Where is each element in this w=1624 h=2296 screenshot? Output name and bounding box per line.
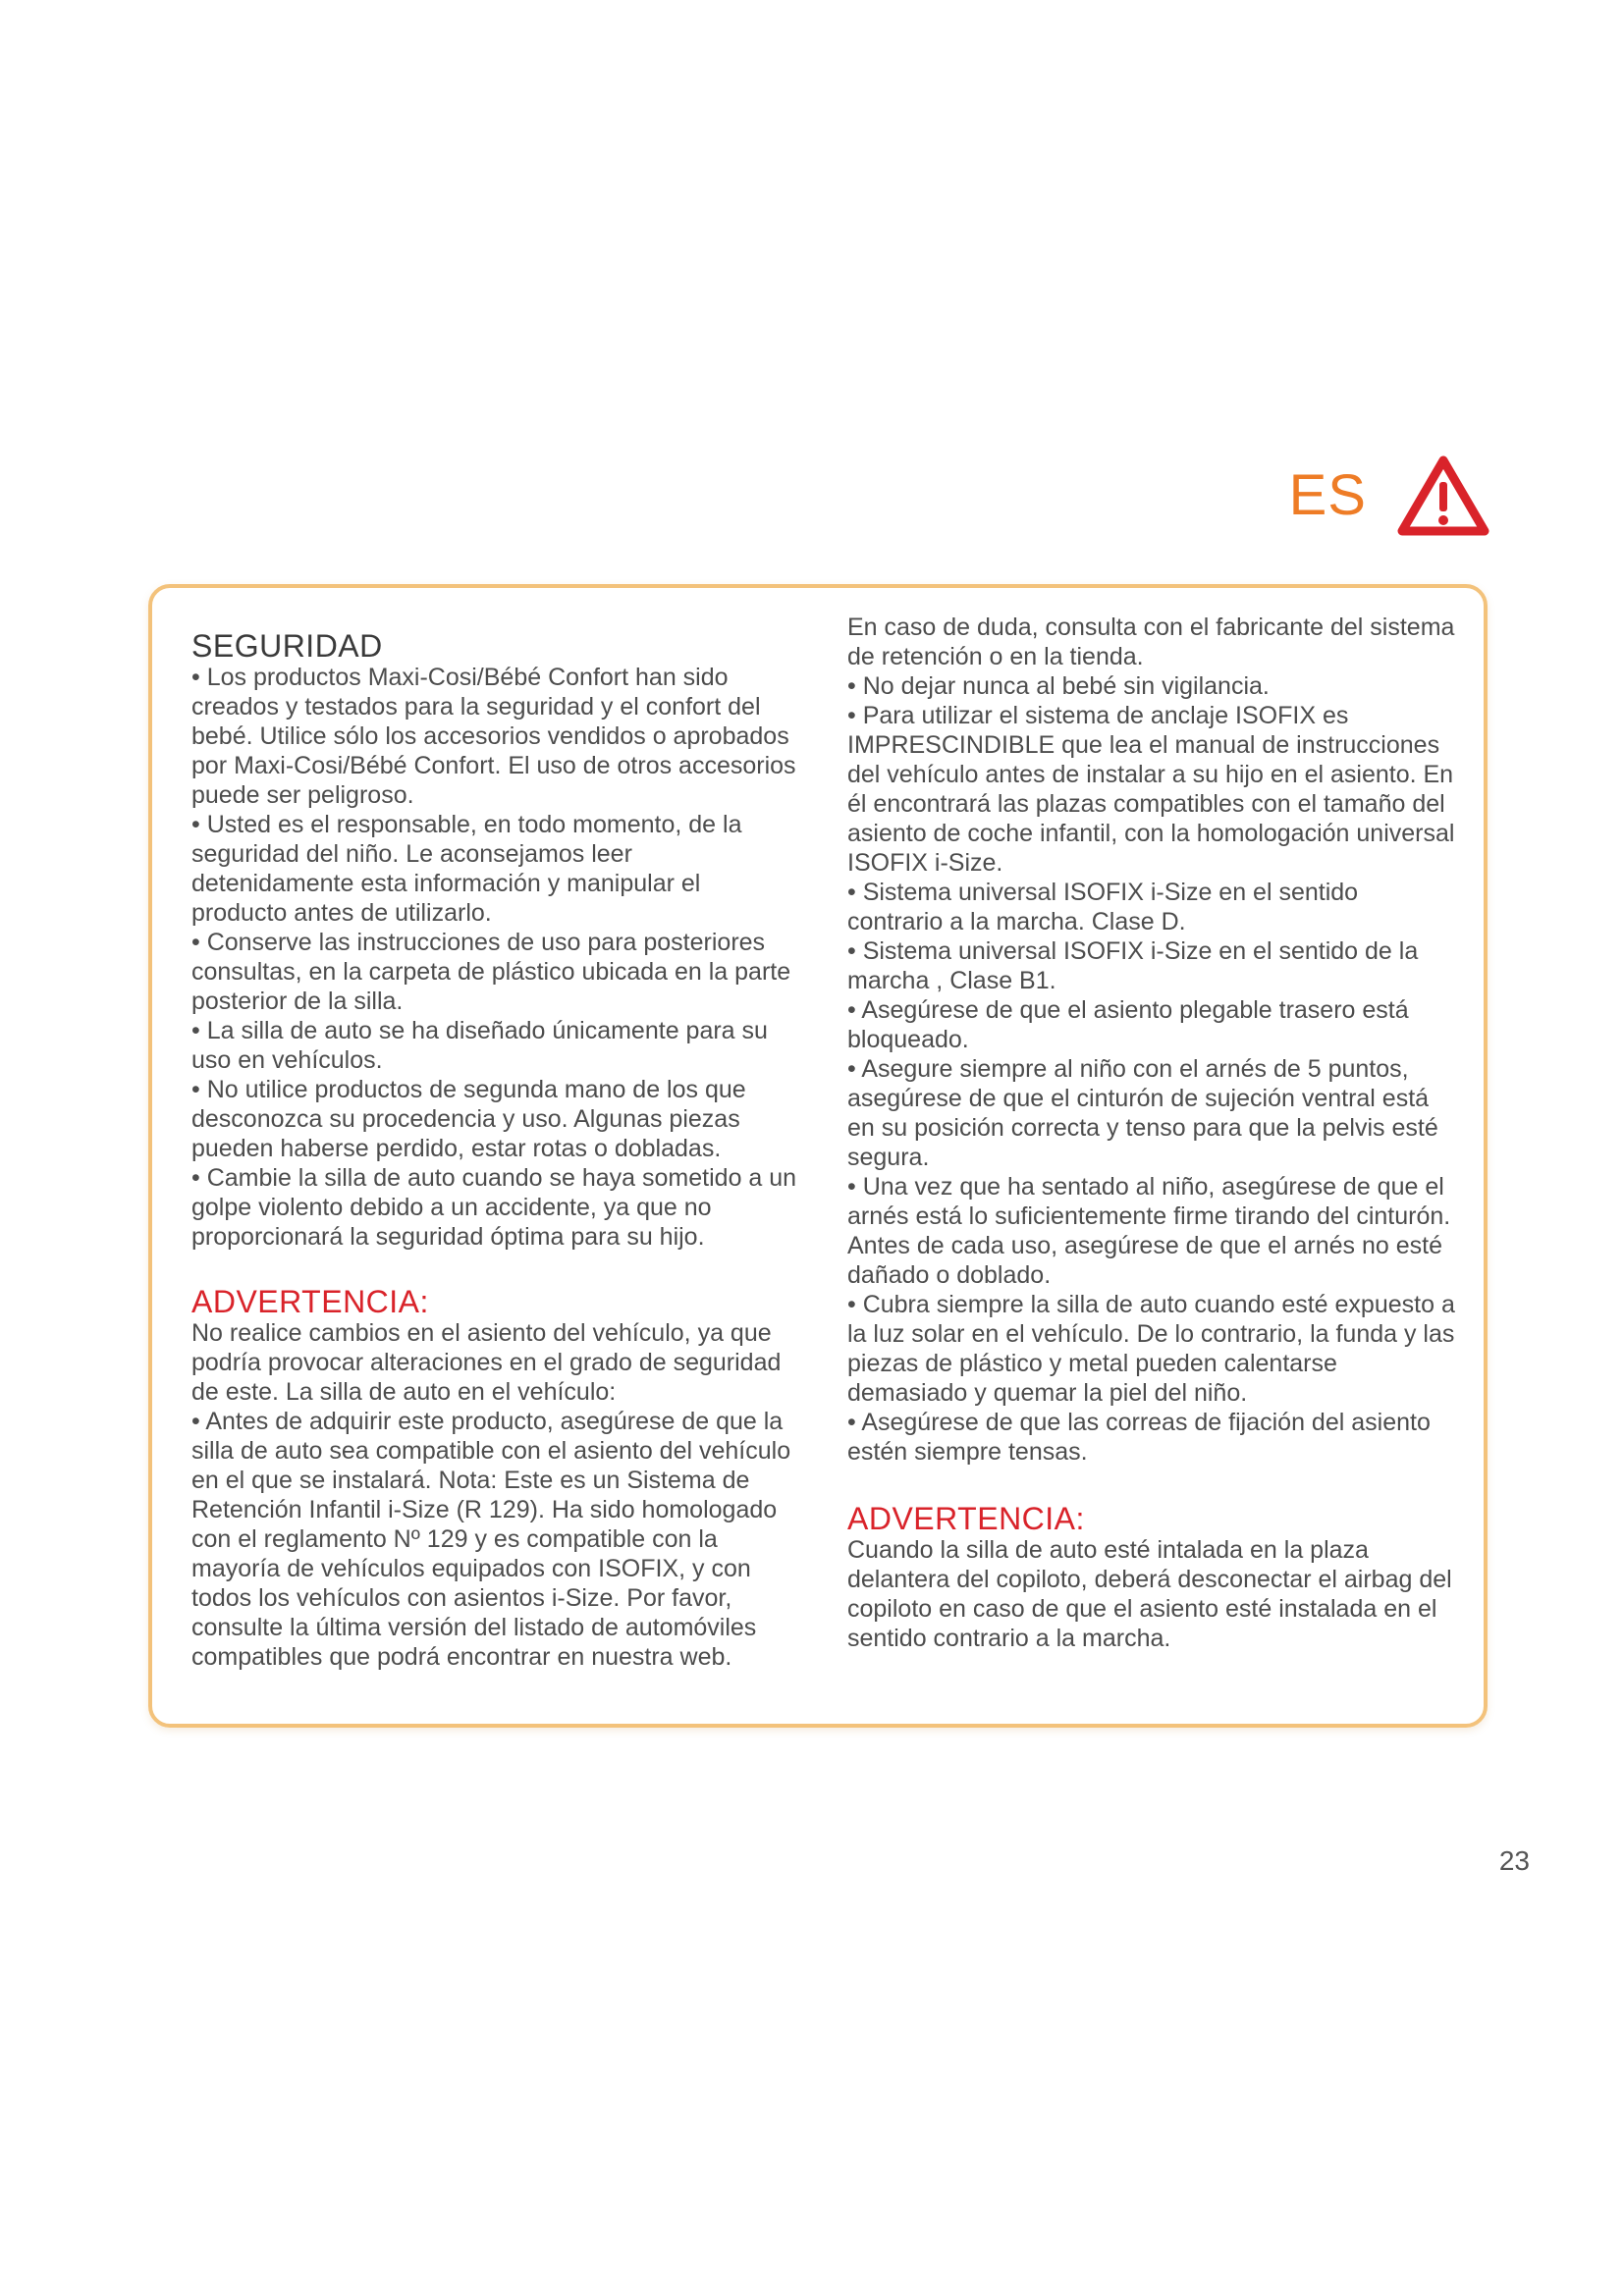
safety-panel [148,584,1488,1728]
safety-item: • No dejar nunca al bebé sin vigilancia. [847,672,1270,700]
warning-title: ADVERTENCIA: [191,1284,429,1319]
safety-item: • Para utilizar el sistema de anclaje ISOFIX es IMPRESCINDIBLE que lea el manual de instrucciones del vehículo antes de instalar a su hijo en el asiento. En él encontrará las plazas compatibles con el tamaño del asiento de coche infantil, con la homologación universal ISOFIX i-Size. [847,702,1455,877]
right-column [847,613,1456,1653]
safety-item: • No utilice productos de segunda mano de los que desconozca su procedencia y uso. Algunas piezas pueden haberse perdido, estar rotas o dobladas. [191,1076,746,1162]
safety-item: • Sistema universal ISOFIX i-Size en el sentido contrario a la marcha. Clase D. [847,879,1359,935]
safety-item: • Asegúrese de que el asiento plegable trasero está bloqueado. [847,996,1409,1053]
safety-item: • Conserve las instrucciones de uso para posteriores consultas, en la carpeta de plástico ubicada en la parte posterior de la silla. [191,929,791,1015]
warning-item: Cuando la silla de auto esté intalada en la plaza delantera del copiloto, deberá desconectar el airbag del copiloto en caso de que el asiento esté instalada en el sentido contrario a la marcha. [847,1536,1452,1652]
warning-triangle-icon [1396,454,1490,537]
safety-item: • Asegúrese de que las correas de fijación del asiento estén siempre tensas. [847,1409,1431,1466]
warning-title: ADVERTENCIA: [847,1501,1085,1536]
safety-item: • Sistema universal ISOFIX i-Size en el sentido de la marcha , Clase B1. [847,937,1419,994]
safety-item: • Los productos Maxi-Cosi/Bébé Confort han sido creados y testados para la seguridad y el confort del bebé. Utilice sólo los accesorios vendidos o aprobados por Maxi-Cosi/Bébé Confort. El uso de otros accesorios puede ser peligroso. [191,664,796,809]
safety-item: • Asegure siempre al niño con el arnés de 5 puntos, asegúrese de que el cinturón de sujeción ventral está en su posición correcta y tenso para que la pelvis esté segura. [847,1055,1438,1171]
warning-item: No realice cambios en el asiento del vehículo, ya que podría provocar alteraciones en el grado de seguridad de este. La silla de auto en el vehículo: [191,1319,782,1406]
safety-item: • La silla de auto se ha diseñado únicamente para su uso en vehículos. [191,1017,768,1074]
warning-item: • Antes de adquirir este producto, asegúrese de que la silla de auto sea compatible con el asiento del vehículo en el que se instalará. Nota: Este es un Sistema de Retención Infantil i-Size (R 129). Ha sido homologado con el reglamento Nº 129 y es compatible con la mayoría de vehículos equipados con ISOFIX, y con todos los vehículos con asientos i-Size. Por favor, consulte la última versión del listado de automóviles compatibles que podrá encontrar en nuestra web. [191,1408,791,1671]
safety-item: • Cubra siempre la silla de auto cuando esté expuesto a la luz solar en el vehículo. De lo contrario, la funda y las piezas de plástico y metal pueden calentarse demasiado y quemar la piel del niño. [847,1291,1455,1407]
safety-item: • Cambie la silla de auto cuando se haya sometido a un golpe violento debido a un accidente, ya que no proporcionará la seguridad óptima para su hijo. [191,1164,797,1251]
left-column [191,629,798,1672]
safety-item: • Una vez que ha sentado al niño, asegúrese de que el arnés está lo suficientemente firme tirando del cinturón. Antes de cada uso, asegúrese de que el arnés no esté dañado o doblado. [847,1173,1451,1289]
section-title-seguridad: SEGURIDAD [191,628,383,664]
safety-item: En caso de duda, consulta con el fabricante del sistema de retención o en la tienda. [847,614,1455,670]
language-header [1289,447,1490,545]
page-number: 23 [1498,1845,1530,1876]
safety-item: • Usted es el responsable, en todo momento, de la seguridad del niño. Le aconsejamos leer detenidamente esta información y manipular el producto antes de utilizarlo. [191,811,742,927]
language-code: ES [1288,463,1367,527]
